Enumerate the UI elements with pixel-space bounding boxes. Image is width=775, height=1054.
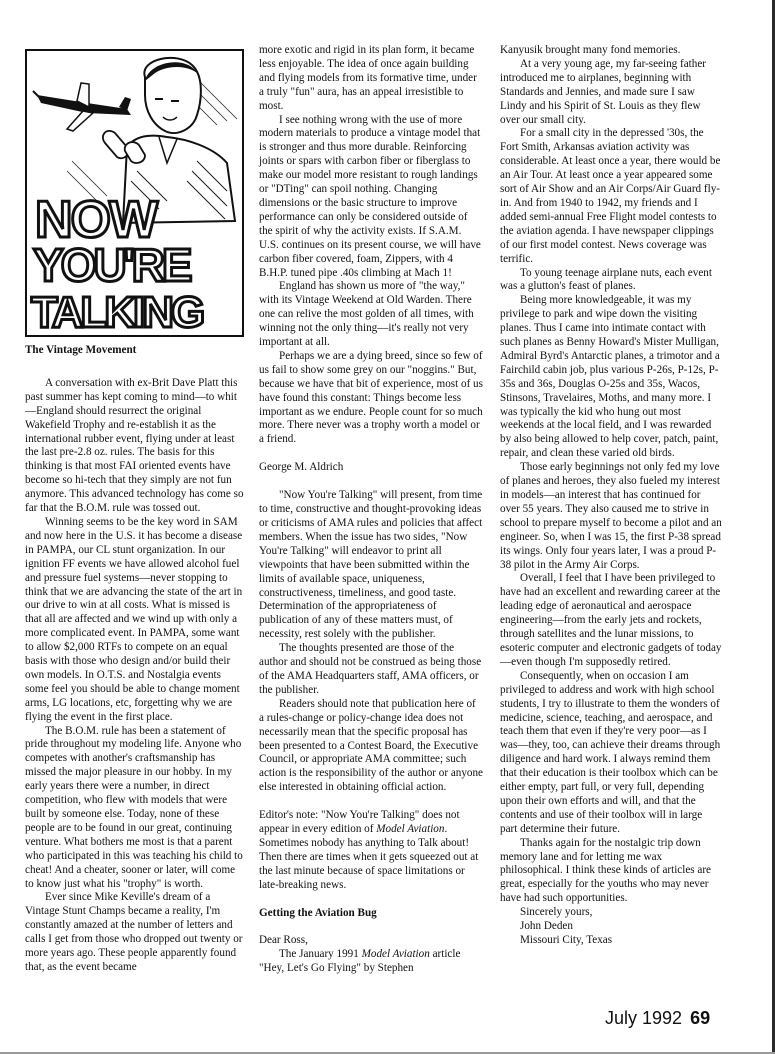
paragraph: Consequently, when on occasion I am privileged to address and work with high school students, I try to illustrate to them the wonders of medicine, science, teaching, and aerospace, and teach them that even if they're very poor—as I was—they, too, can achieve their dreams through diligence and hard work. I always remind them that their education is their toolbox which can be either empty, part full, or very full, depending upon their own efforts and will, and that the contents and use of their toolbox will in large part determine their future.: [500, 669, 721, 835]
now-youre-talking-logo: [25, 49, 244, 337]
paragraph: A conversation with ex-Brit Dave Platt this past summer has kept coming to mind—to whit—England should resurrect the original Wakefield Trophy and re-establish it as the international rubber event, flying under at least the last pre-2.8 oz. rules. The basis for this thinking is that most FAI oriented events have become so hi-tech that they simply are not fun anymore. This advanced technology has come so far that the B.O.M. rule was tossed out.: [25, 376, 244, 515]
section-heading: Getting the Aviation Bug: [259, 906, 377, 919]
column-2: [259, 44, 483, 976]
logo-line-3: TALKING: [31, 288, 203, 335]
paragraph: At a very young age, my far-seeing father introduced me to airplanes, beginning with Standards and Jennies, and made sure I saw Lindy and his Spirit of St. Louis as they flew over our small city.: [500, 57, 706, 126]
paragraph: The thoughts presented are those of the author and should not be construed as being those of the AMA Headquarters staff, AMA officers, or the publisher.: [259, 642, 482, 696]
paragraph: Thanks again for the nostalgic trip down memory lane and for letting me wax philosophical. I think these kinds of articles are great, especially for the youths who may never have had such opportunities.: [500, 836, 711, 905]
paragraph: Ever since Mike Keville's dream of a Vintage Stunt Champs became a reality, I'm constantly amazed at the number of letters and calls I get from those who dropped out twenty or more years ago. These people apparently found that, as the event became: [25, 891, 243, 973]
author-signature: George M. Aldrich: [259, 461, 344, 474]
paragraph: Perhaps we are a dying breed, since so few of us fail to show some grey on our "noggins." But, because we have that bit of experience, most of us have found this constant: Things become less important as we endure. People count for so much more. There never was a trophy worth a model or a friend.: [259, 349, 483, 446]
paragraph: For a small city in the depressed '30s, the Fort Smith, Arkansas aviation activity was considerable. At least once a year, there would be an Air Tour. At least once a year appeared some sort of Air Show and an Air Corps/Air Guard fly-in. And from 1940 to 1942, my friends and I added semi-annual Free Flight model contests to the aviation agenda. I have newspaper clippings of our first model contest. News coverage was terrific.: [500, 127, 721, 265]
letter-closing: Sincerely yours,: [520, 906, 593, 919]
section-heading: The Vintage Movement: [25, 344, 137, 356]
paragraph: To young teenage airplane nuts, each event was a glutton's feast of planes.: [500, 266, 712, 293]
column-1: [25, 344, 244, 975]
paragraph: Those early beginnings not only fed my love of planes and heroes, they also fueled my interest in models—an interest that has continued for over 55 years. They also caused me to strive in school to prepare myself to become a pilot and an engineer. So, when I was 15, the first P-38 spread its wings. Only four years later, I was a proud P-38 pilot in the Army Air Corps.: [500, 461, 722, 571]
issue-date: July 1992: [605, 1008, 683, 1028]
model-airplane-icon: [33, 83, 131, 131]
paragraph: Kanyusik brought many fond memories.: [500, 44, 681, 56]
paragraph: I see nothing wrong with the use of more modern materials to produce a vintage model that is stronger and thus more durable. Reinforcing joints or spars with carbon fiber or fiberglass to make our model more resistant to rough landings or "DTing" can spoil nothing. Changing dimensions or the basic structure to improve performance can only be considered outside of the spirit of why the activity exists. If S.A.M. U.S. continues on its present course, we will have carbon fiber covered, foam, Zippers, with 4 B.H.P. tuned pipe .40s climbing at Mach 1!: [259, 113, 481, 279]
paragraph: Being more knowledgeable, it was my privilege to park and wipe down the visiting planes. Thus I came into intimate contact with such planes as Benny Howard's Mister Mulligan, Admiral Byrd's Antarctic planes, a trimotor and a Fairchild cabin job, plus various P-26s, P-12s, P-35s and 36s, Douglas O-25s and 35s, Wacos, Stinsons, Travelaires, Moths, and many more. I was typically the kid who hung out most weekends at the local field, and I was rewarded by also being allowed to help cover, patch, paint, repair, and clean these varied old birds.: [500, 294, 720, 460]
paragraph: The January 1991 Model Aviation article "Hey, Let's Go Flying" by Stephen: [259, 948, 461, 975]
paragraph: The B.O.M. rule has been a statement of pride throughout my modeling life. Anyone who competes with another's craftsmanship has missed the major pleasure in our hobby. In my early years there were a number, in direct competition, who flew with models that were built by someone else. Today, none of these people are to be found in our great, continuing venture. What bothers me most is that a parent who participated in this was teaching his child to cheat! And a cheater, sooner or later, will come to know just what his "trophy" is worth.: [25, 724, 243, 890]
paragraph: England has shown us more of "the way," with its Vintage Weekend at Old Warden. There one can relive the most golden of all times, with winning not the only thing—it's really not very important at all.: [259, 280, 474, 349]
page-folio: [605, 1008, 710, 1029]
paragraph: Overall, I feel that I have been privileged to have had an excellent and rewarding career at the leading edge of aeronautical and aerospace engineering—from the early jets and rockets, through satellites and the lunar missions, to esoteric computer and electronic gadgets of today—even though I'm supposedly retired.: [500, 572, 722, 668]
logo-line-2: YOU'RE: [33, 239, 190, 291]
page-number: 69: [690, 1008, 711, 1028]
editor-note: Editor's note: "Now You're Talking" does not appear in every edition of Model Aviation. Sometimes nobody has anything to Talk about! Then there are times when it gets squeezed out at the last minute because of space limitations or late-breaking news.: [259, 809, 479, 891]
man-with-model-airplane-illustration: [27, 51, 242, 335]
paragraph: Readers should note that publication here of a rules-change or policy-change idea does not necessarily mean that the specific proposal has been presented to a Contest Board, the Executive Council, or appropriate AMA committee; such action is the responsibility of the author or anyone else interested in obtaining official action.: [259, 697, 483, 794]
paragraph: more exotic and rigid in its plan form, it became less enjoyable. The idea of once again building and flying models from its formative time, under a truly "fun" aura, has an appeal irresistible to most.: [259, 44, 477, 112]
letter-author-location: Missouri City, Texas: [520, 934, 613, 946]
letter-salutation: Dear Ross,: [259, 934, 308, 947]
letter-author-name: John Deden: [520, 920, 573, 933]
column-3: [500, 44, 722, 948]
logo-line-1: NOW: [35, 191, 157, 249]
paragraph: "Now You're Talking" will present, from time to time, constructive and thought-provoking ideas or criticisms of AMA rules and policies that affect members. When the issue has two sides, "Now You're Talking" will endeavor to print all viewpoints that have been submitted within the limits of available space, uniqueness, constructiveness, timeliness, and good taste. Determination of the appropriateness of publication of any of these matters must, of necessity, rest solely with the publisher.: [259, 489, 483, 641]
paragraph: Winning seems to be the key word in SAM and now here in the U.S. it has become a disease in PAMPA, our CL stunt organization. In our ignition FF events we have allowed alcohol fuel and pressure fuel systems—never stopping to think that we are advancing the state of the art in our drive to win at all costs. What is missed is that all are affected and we wind up with only a more complicated event. In PAMPA, some want to allow $2,000 RTFs to compete on an equal basis with those who design and/or build their own models. In O.T.S. and Nostalgia events some feel you should be able to change moment arms, LG locations, etc, forgetting why we are flying the event in the first place.: [25, 515, 243, 723]
